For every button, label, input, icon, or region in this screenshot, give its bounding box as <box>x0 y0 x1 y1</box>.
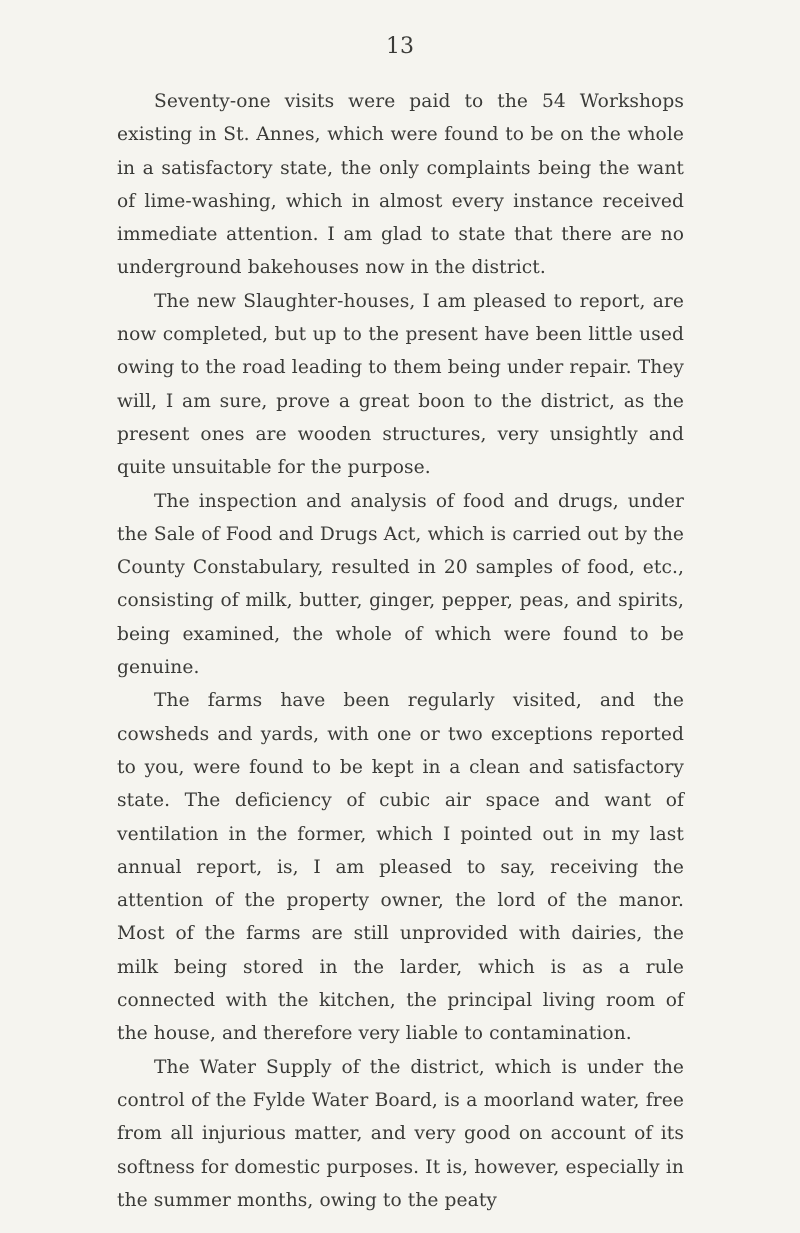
paragraph-food-and-drugs: The inspection and analysis of food and drugs, under the Sale of Food and Drugs Act, which is carried out by the County Constabulary, resulted in 20 samples of food, etc., consisting of milk, butter, ginger, pepper, peas, and spirits, being examined, the whole of which were found to be genuine. <box>117 490 684 679</box>
body-text <box>117 85 684 1217</box>
paragraph-slaughter-houses: The new Slaughter-houses, I am pleased to report, are now completed, but up to the present have been little used owing to the road leading to them being under repair. They will, I am sure, prove a great boon to the district, as the present ones are wooden structures, very unsightly and quite unsuitable for the purpose. <box>117 290 684 479</box>
page-number: 13 <box>386 34 414 59</box>
paragraph-farms: The farms have been regularly visited, and the cowsheds and yards, with one or two exceptions reported to you, were found to be kept in a clean and satisfactory state. The deficiency of cubic air space and want of ventilation in the former, which I pointed out in my last annual report, is, I am pleased to say, receiving the attention of the property owner, the lord of the manor. Most of the farms are still unprovided with dairies, the milk being stored in the larder, which is as a rule connected with the kitchen, the principal living room of the house, and therefore very liable to contamination. <box>117 690 684 1045</box>
paragraph-workshops: Seventy-one visits were paid to the 54 Workshops existing in St. Annes, which were found to be on the whole in a satisfactory state, the only complaints being the want of lime-washing, which in almost every instance received immediate attention. I am glad to state that there are no underground bakehouses now in the district. <box>117 91 684 279</box>
paragraph-water-supply: The Water Supply of the district, which is under the control of the Fylde Water Board, is a moorland water, free from all injurious matter, and very good on account of its softness for domestic purposes. It is, however, especially in the summer months, owing to the peaty <box>117 1056 684 1211</box>
